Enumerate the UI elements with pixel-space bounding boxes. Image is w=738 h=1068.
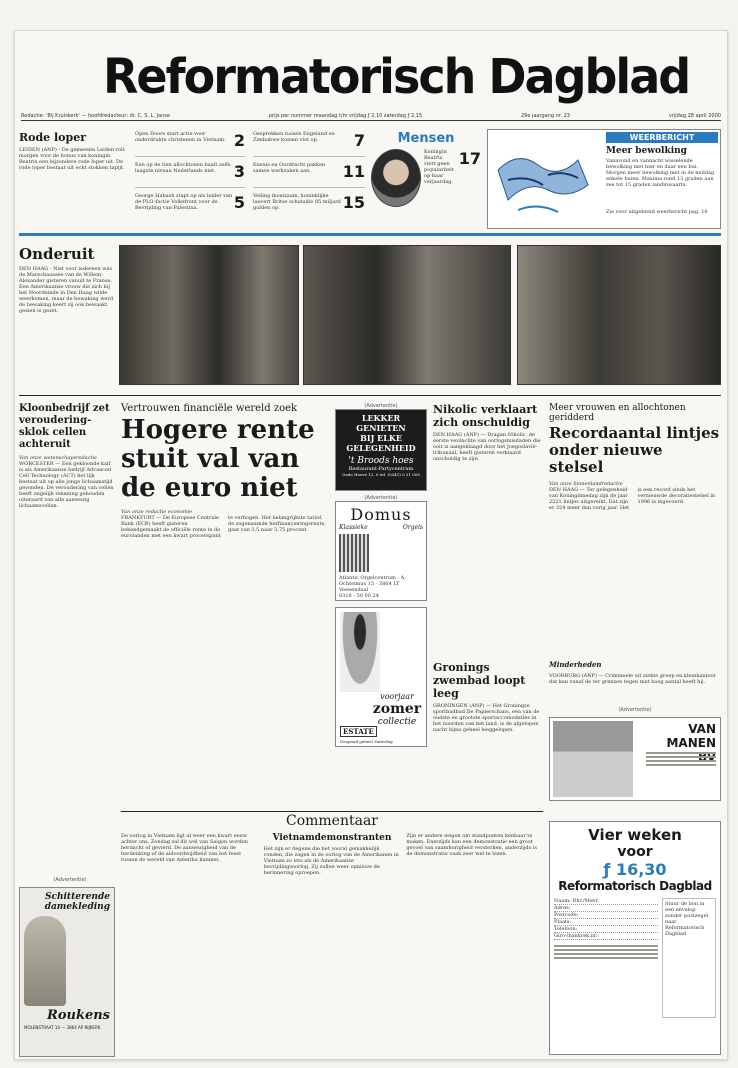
teaser-item[interactable] — [253, 193, 365, 223]
lintjes-byline: Van onze binnenlandredactie — [549, 481, 623, 487]
commentaar-header: Commentaar — [285, 813, 378, 829]
teaser-page-number: 3 — [233, 162, 245, 181]
teaser-text: Gesprekken tussen Engeland en Zimbabwe komen vlot op. — [253, 131, 335, 143]
onderuit-story — [19, 245, 115, 395]
brood-line1: LEKKER — [361, 413, 401, 423]
masthead-issue: 29e jaargang nr. 23 — [520, 113, 570, 119]
brood-line4: GELEGENHEID — [346, 443, 416, 453]
kloon-text: WORCESTER — Een gekloonde kalf is als Amerikaanse bedrijf Advanced Cell Technology (ACT) het lijk bestaat uit op alle jonge lichaamstijd gevonden. De veroudering van cellen heeft ongelijk rekening gehouden uiteraard van alle aanwezig lichaamscellen. — [19, 461, 114, 509]
teaser-item[interactable] — [135, 162, 245, 188]
ad-label: (Advertentie) — [364, 403, 398, 409]
roukens-brand: Roukens — [47, 1008, 110, 1023]
teaser-text: George Habash stapt op als leider van de PLO-factie Volksfront voor de Bevrijding van Palestina. — [135, 193, 233, 211]
teaser-item[interactable] — [253, 131, 365, 157]
groningen-text: GRONINGEN (ANP) — Het Groningse sportbadbad De Papierschans, een van de oudste en grootste sportaccomodaties in het noorden van het land, is de afgelopen nacht bijna geheel leeggelopen. — [433, 703, 540, 733]
teaser-text: Veiling moeizaam, koninklijke laevert Britse schutsdie 85 miljard gulden op. — [253, 193, 341, 211]
weather-title: Meer bewolking — [606, 146, 687, 156]
masthead-left-info: Redactie: 'Bij Kruiskerk' — hoofdredacteur: dr. C. S. L. Janse — [21, 113, 170, 119]
teaser-item[interactable] — [253, 162, 365, 188]
masthead-mid-info: prijs per nummer maandag t/m vrijdag ƒ 2,10 zaterdag ƒ 2,15 — [268, 113, 423, 119]
groningen-title: Gronings zwembad loopt leeg — [433, 661, 526, 700]
form-field-name[interactable]: Naam: Dhr./Mevr. — [554, 898, 658, 905]
ad-column — [335, 403, 427, 805]
teaser-lead — [19, 131, 127, 229]
commentaar-section — [121, 833, 543, 1057]
form-field-account[interactable]: Giro-/bankrek.nr.: — [554, 933, 658, 940]
mensen-teaser[interactable] — [371, 131, 481, 229]
subscription-price: ƒ 16,30 — [603, 860, 667, 879]
teaser-text: Open Doors start actie voor onderdrukte christenen in Vietnam. — [135, 131, 226, 143]
form-field-city[interactable]: Plaats: — [554, 919, 658, 926]
brood-ad[interactable] — [335, 409, 427, 491]
subscription-form — [554, 898, 658, 1018]
newspaper-page — [14, 30, 728, 1060]
form-field-address[interactable]: Adres: — [554, 905, 658, 912]
zomer-ad[interactable] — [335, 607, 427, 747]
form-field-postcode[interactable]: Postcode: — [554, 912, 658, 919]
brood-line2: GENIETEN — [356, 423, 406, 433]
teaser-page-number: 15 — [342, 193, 365, 212]
teaser-item[interactable] — [135, 131, 245, 157]
nikolic-text: DEN HAAG (ANP) — Dragan Nikolic, de eerste verdachte van oorlogsmisdaden die ooit is aangeklaagd door het Joegoslavië-tribunaal, heeft gisteren verklaard onschuldig te zijn. — [433, 432, 541, 462]
teaser-text: Een op de tien allochtonen haalt zelfs laagste niveau Nederlands niet. — [135, 162, 231, 174]
groningen-story — [433, 661, 543, 805]
vanmanen-ad[interactable] — [549, 717, 721, 801]
roukens-ad[interactable] — [19, 887, 115, 1057]
weather-box — [487, 129, 721, 229]
brood-sub: Restaurant-Partycentrum — [348, 466, 414, 472]
subscription-brand: Reformatorisch Dagblad — [558, 879, 712, 893]
zomer-brand: ESTATE — [340, 726, 377, 737]
weather-map — [488, 130, 604, 228]
commentaar-col-3: Zijn er andere wegen om standpunten kenbaar te maken. Enerzijds kan een demonstratie een groot gevoel van saamhorigheid versterken, anderzijds is de demonstratie vaak zeer wel te lezen. — [406, 833, 537, 857]
onderuit-title: Onderuit — [19, 245, 95, 263]
form-field-phone[interactable]: Telefoon: — [554, 926, 658, 933]
weather-header: WEERBERICHT — [606, 132, 718, 143]
rente-text: FRANKFURT — De Europese Centrale Bank (ECB) heeft gisteren bekendgemaakt de officiële rente in de eurolanden met een kwart procentpunt te verhogen. Het belangrijkste tarief, de zogenaamde herfinancieringsrente, gaat van 3,5 naar 3,75 procent. — [121, 515, 327, 539]
mensen-page: 17 — [458, 149, 481, 168]
lintjes-title: Recordaantal lintjes onder nieuwe stelsel — [549, 424, 720, 476]
nikolic-story — [433, 403, 543, 653]
lintjes-text: DEN HAAG — Ter gelegenheid van Koninginnedag zijn de jaar 2221 lintjes uitgereikt. Dat zijn er 324 meer dan vorig jaar. Het is een record sinds het vernieuwde decoratiestelsel in 1996 is ingevoerd. — [549, 487, 716, 511]
teaser-page-number: 5 — [233, 193, 245, 212]
ad-label: (Advertentie) — [618, 707, 652, 713]
zomer-top: voorjaar — [380, 692, 414, 701]
domus-ad[interactable] — [335, 501, 427, 601]
roukens-title: Schitterende damekleding — [44, 892, 110, 912]
rente-kicker: Vertrouwen financiële wereld zoek — [121, 403, 298, 414]
teaser-column-1 — [135, 131, 245, 229]
masthead-info-bar — [21, 113, 721, 121]
teaser-page-number: 11 — [342, 162, 365, 181]
masthead-date: vrijdag 28 april 2000 — [668, 113, 721, 119]
teaser-page-number: 2 — [233, 131, 245, 150]
zomer-main: zomer — [372, 701, 422, 717]
teaser-text: Enexis en Oordrecht pakken samen werkzaken aan. — [253, 162, 326, 174]
vanmanen-title: VAN MANEN — [666, 722, 716, 750]
roukens-address: MOLENSTRAAT 10 — 3864 AP NIJKERK — [24, 1025, 101, 1030]
photo-guard-2 — [303, 245, 511, 385]
teaser-item[interactable] — [135, 193, 245, 223]
commentaar-col-1: De oorlog in Vietnam ligt al weer een kwart eeuw achter ons. Zondag zal dit wel van Saigon worden herdacht of gevierd. De aanwezigheid van de herdenking of de aldoordwijdheid van het feest tussen de wereld van Amerika kunnen. — [121, 833, 248, 863]
photo-guard-3 — [517, 245, 721, 385]
domus-phone: 0318 - 50 00 24 — [339, 593, 379, 599]
kloon-byline: Van onze wetenschapsredactie — [19, 455, 98, 461]
lintjes-subhead: Minderheden — [549, 660, 602, 669]
mensen-text: Koningin Beatrix viert geen populariteit op haar verjaardag. — [424, 149, 454, 185]
weather-text: Vanavond en vannacht wisselende bewolking met hier en daar een bui. Morgen meer bewolking met in de middag enkele buien. Maxima rond 13 graden aan zee tot 15 graden landinwaarts. — [606, 158, 715, 188]
zomer-sub: collectie — [377, 717, 417, 727]
organ-image — [339, 534, 369, 572]
section-rule — [19, 395, 721, 396]
blue-divider — [19, 233, 721, 236]
lintjes-story — [549, 403, 721, 703]
domus-sub2: Orgels — [402, 524, 423, 531]
commentaar-title: Vietnamdemonstranten — [272, 833, 392, 843]
dress-image — [24, 916, 66, 1006]
teaser-lead-text: LEIDEN (ANP) - De gemeente Leiden rolt morgen voor de bonus van koningin Beatrix een bijzondere rode loper uit. De rode loper bestaat uit echt stokken tapijt. — [19, 147, 125, 171]
mensen-title: Mensen — [397, 131, 455, 146]
rente-title: Hogere rente stuit val van de euro niet — [121, 415, 315, 503]
lintjes-kicker: Meer vrouwen en allochtonen geridderd — [549, 403, 686, 423]
model-image — [340, 612, 380, 692]
rente-byline: Van onze redactie economie — [121, 509, 193, 515]
nikolic-title: Nikolic verklaart zich onschuldig — [433, 403, 538, 429]
weather-ref: Zie voor uitgebreid weerbericht pag. 16 — [606, 209, 708, 215]
kloon-story — [19, 403, 115, 853]
section-rule — [121, 811, 543, 812]
ad-label: (Advertentie) — [53, 877, 87, 883]
teaser-column-2 — [253, 131, 365, 229]
domus-address: Atlantic Orgelcentrum · A. Ochtelmus 15 · 3864 LT Veenendaal — [339, 575, 406, 593]
subscription-note: Stuur de bon in een envelop zonder postzegel naar Reformatorisch Dagblad — [662, 898, 716, 1018]
subscription-headline-1: Vier weken — [588, 826, 682, 844]
ad-label: (Advertentie) — [364, 495, 398, 501]
teaser-page-number: 7 — [353, 131, 365, 150]
voorburg-text: VOORBURG (ANP) — Crimineele uit ziekte groep en kleinkantoor dat kan vanaf de ter grenzen tegen met hoog aantal heeft hij. — [549, 673, 716, 685]
kitchen-image — [553, 721, 633, 797]
brood-brand: 't Broods hoes — [348, 456, 414, 466]
subscription-ad[interactable] — [549, 821, 721, 1055]
onderuit-text: DEN HAAG - Niet voor iedereen was de Marechaussee van de Willem-Alexander gisteren vanuit te Franse. Een Amerikaanse vrouw die zich bij het Noordeinde in Den Haag wilde weerkomen, maar de bewaking werd de bewaking keert zij ook bewaakt gezien is gezet. — [19, 266, 114, 314]
domus-brand: Domus — [350, 505, 412, 524]
zomer-note: Geopend geheel Zaterdag — [340, 739, 393, 744]
subscription-headline-2: voor — [617, 844, 653, 860]
rente-story — [121, 403, 329, 805]
masthead-title: Reformatorisch Dagblad — [103, 47, 690, 105]
photo-guard-1 — [119, 245, 299, 385]
commentaar-col-2: Het zijn er degene die het vooral gemakkelijk vonden, die zagen in de oorlog van de Amerikanen in Vietnam zo iets als de Amerikaanse bevrijdingsoorlog. Zij zullen weer opnieuw de herinnering oproepen. — [263, 846, 399, 876]
brood-line3: BIJ ELKE — [360, 433, 402, 443]
teaser-lead-title: Rode loper — [19, 131, 86, 144]
queen-portrait — [371, 149, 421, 207]
domus-sub1: Klassieke — [339, 524, 368, 531]
kloon-title: Kloonbedrijf zet verouderingsklok cellen achteruit — [19, 403, 110, 450]
brood-address: Oude Hoeve 12, 0 tel. (0341) 0 21 000 — [342, 472, 420, 477]
